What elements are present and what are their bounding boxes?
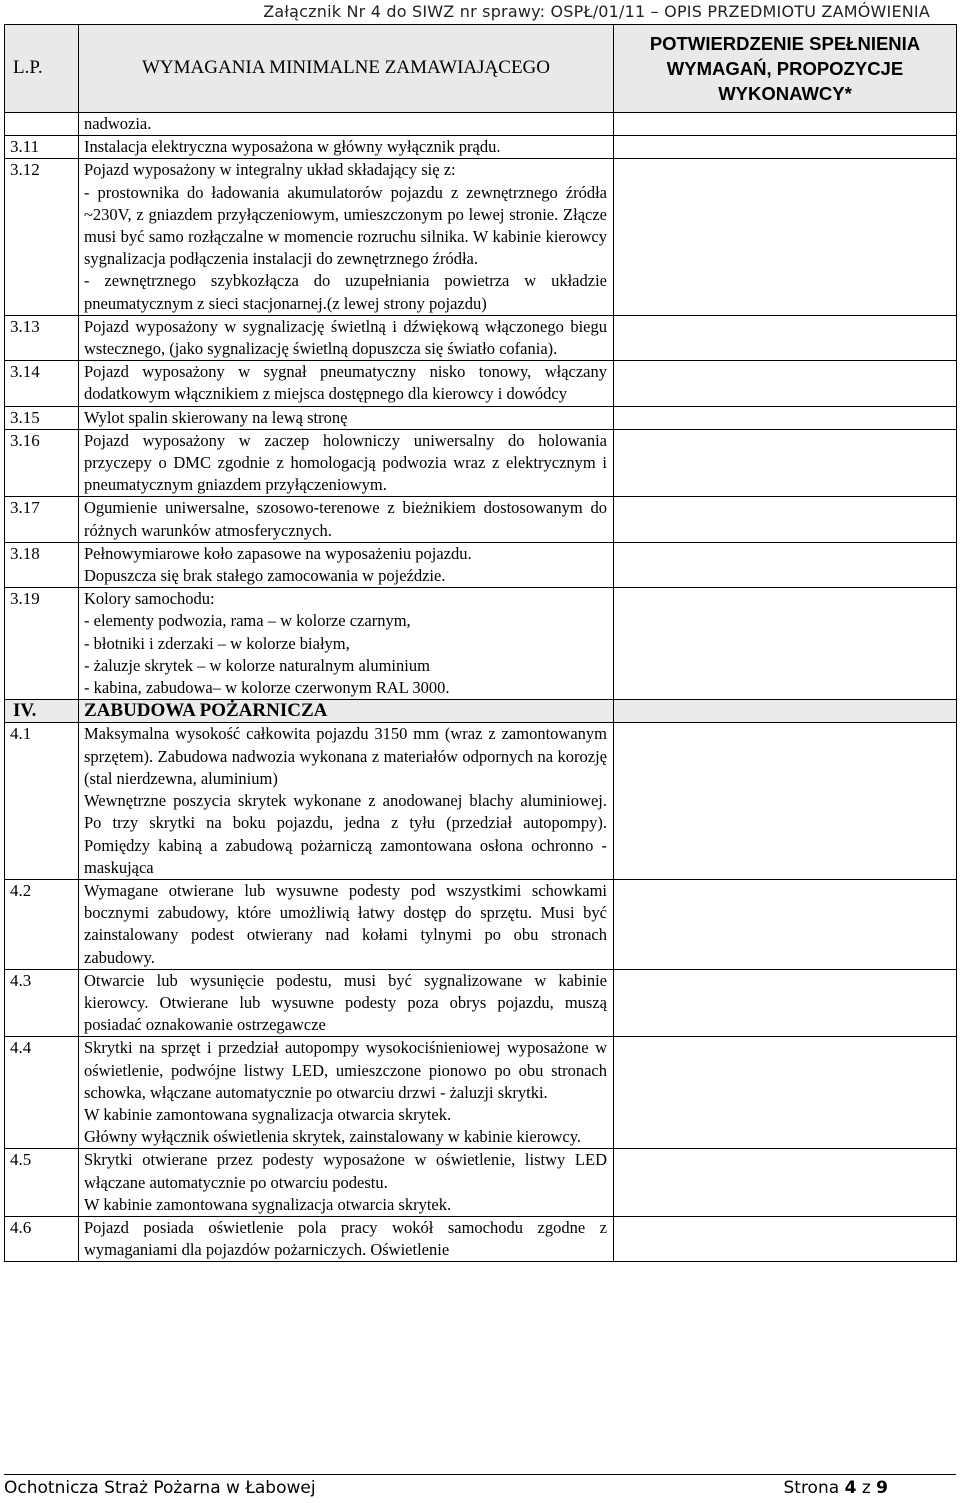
table-row: [5, 1149, 957, 1217]
column-header-lp: L.P.: [5, 25, 79, 113]
requirement-line: W kabinie zamontowana sygnalizacja otwarcia skrytek.: [84, 1194, 452, 1214]
requirement-text: [79, 1216, 614, 1261]
row-number: 4.2: [5, 879, 79, 969]
requirement-line: Wymagane otwierane lub wysuwne podesty pod wszystkimi schowkami bocznymi zabudowy, które umożliwią łatwy dostęp do sprzętu. Musi być zainstalowany podest otwierany nad kołami tylnymi po obu stronach zabudowy.: [84, 880, 607, 967]
page-number: [783, 1478, 888, 1498]
page-total: 9: [876, 1478, 888, 1498]
requirement-line: Instalacja elektryczna wyposażona w główny wyłącznik prądu.: [84, 137, 501, 157]
requirement-text: [79, 969, 614, 1037]
column-header-confirmation-line: WYMAGAŃ, PROPOZYCJE: [666, 58, 904, 79]
requirement-line: nadwozia.: [84, 114, 152, 133]
table-row: [5, 113, 957, 136]
requirement-line: Otwarcie lub wysunięcie podestu, musi być sygnalizowane w kabinie kierowcy. Otwierane lub wysuwne podesty poza obrys pojazdu, muszą posiadać oznakowanie ostrzegawcze: [84, 970, 607, 1035]
table-row: [5, 588, 957, 700]
table-row: [5, 1216, 957, 1261]
requirement-text: [79, 113, 614, 136]
table-row: [5, 542, 957, 587]
row-number: 3.13: [5, 315, 79, 360]
section-row: [5, 700, 957, 723]
row-number: IV.: [5, 700, 79, 723]
requirement-line: Kolory samochodu:: [84, 589, 215, 609]
confirmation-cell[interactable]: [614, 723, 957, 879]
row-number: 3.12: [5, 159, 79, 315]
requirement-line: - zewnętrznego szybkozłącza do uzupełniania powietrza w układzie pneumatycznym z sieci stacjonarnej.(z lewej strony pojazdu): [84, 271, 607, 313]
requirement-line: - elementy podwozia, rama – w kolorze czarnym,: [84, 611, 411, 631]
confirmation-cell[interactable]: [614, 1149, 957, 1217]
requirement-text: [79, 588, 614, 700]
requirement-line: Wewnętrzne poszycia skrytek wykonane z anodowanej blachy aluminiowej. Po trzy skrytki na boku pojazdu, jedna z tyłu (przedział autopompy). Pomiędzy kabiną a zabudową pożarniczą zamontowana osłona ochronno -maskująca: [84, 791, 607, 877]
requirement-text: [79, 497, 614, 542]
requirement-line: W kabinie zamontowana sygnalizacja otwarcia skrytek.: [84, 1104, 452, 1124]
table-row: [5, 315, 957, 360]
row-number: 4.5: [5, 1149, 79, 1217]
requirement-text: [79, 542, 614, 587]
requirement-line: Pojazd wyposażony w sygnał pneumatyczny nisko tonowy, włączany dodatkowym włącznikiem z miejsca dostępnego dla kierowcy i dowódcy: [84, 362, 607, 404]
document-header: Załącznik Nr 4 do SIWZ nr sprawy: OSPŁ/01/11 – OPIS PRZEDMIOTU ZAMÓWIENIA: [263, 2, 930, 21]
requirement-text: [79, 315, 614, 360]
requirement-line: Skrytki na sprzęt i przedział autopompy wysokociśnieniowej wyposażone w oświetlenie, podwójne listwy LED, umieszczone pionowo po obu stronach schowka, włączane automatycznie po otwarciu drzwi - żaluzji skrytki.: [84, 1038, 607, 1102]
requirement-line: Wylot spalin skierowany na lewą stronę: [84, 407, 348, 427]
column-header-confirmation-line: WYKONAWCY*: [718, 83, 852, 104]
requirement-line: - żaluzje skrytek – w kolorze naturalnym aluminium: [84, 655, 430, 675]
table-row: [5, 361, 957, 406]
row-number: 4.1: [5, 723, 79, 879]
confirmation-cell[interactable]: [614, 361, 957, 406]
table-row: [5, 406, 957, 429]
column-header-confirmation-line: POTWIERDZENIE SPEŁNIENIA: [649, 33, 921, 54]
requirement-line: - prostownika do ładowania akumulatorów pojazdu z zewnętrznego źródła ~230V, z gniazdem przyłączeniowym, umieszczonym po lewej stronie. Złącze musi być samo rozłączalne w momencie rozruchu silnika. W kabinie kierowcy sygnalizacja podłączenia instalacji do zewnętrznego źródła.: [84, 182, 607, 269]
confirmation-cell[interactable]: [614, 542, 957, 587]
requirement-text: [79, 1149, 614, 1217]
table-row: [5, 969, 957, 1037]
row-number: 3.11: [5, 136, 79, 159]
footer-organization: Ochotnicza Straż Pożarna w Łabowej: [4, 1478, 316, 1498]
footer-divider: [4, 1474, 956, 1475]
column-header-confirmation: [614, 25, 957, 113]
confirmation-cell[interactable]: [614, 1216, 957, 1261]
requirement-text: [79, 1037, 614, 1149]
confirmation-cell[interactable]: [614, 159, 957, 315]
confirmation-cell[interactable]: [614, 700, 957, 723]
table-row: [5, 1037, 957, 1149]
page-separator: z: [861, 1478, 871, 1498]
requirements-table: [4, 24, 957, 1262]
table-row: [5, 497, 957, 542]
table-row: [5, 136, 957, 159]
requirement-text: [79, 429, 614, 497]
requirement-line: Maksymalna wysokość całkowita pojazdu 3150 mm (wraz z zamontowanym sprzętem). Zabudowa nadwozia wykonana z materiałów odpornych na korozję (stal nierdzewna, aluminium): [84, 724, 607, 788]
confirmation-cell[interactable]: [614, 136, 957, 159]
requirement-text: [79, 136, 614, 159]
section-title: [79, 700, 614, 723]
row-number: [5, 113, 79, 136]
row-number: 4.6: [5, 1216, 79, 1261]
requirement-text: [79, 159, 614, 315]
table-body: [5, 113, 957, 1262]
table-header-row: [5, 25, 957, 113]
requirement-line: Pojazd wyposażony w integralny układ składający się z:: [84, 160, 456, 180]
requirement-line: - kabina, zabudowa– w kolorze czerwonym RAL 3000.: [84, 678, 450, 698]
requirement-line: Główny wyłącznik oświetlenia skrytek, zainstalowany w kabinie kierowcy.: [84, 1127, 581, 1147]
requirement-line: Skrytki otwierane przez podesty wyposażone w oświetlenie, listwy LED włączane automatycznie po otwarciu podestu.: [84, 1150, 607, 1192]
requirement-text: [79, 361, 614, 406]
confirmation-cell[interactable]: [614, 406, 957, 429]
confirmation-cell[interactable]: [614, 879, 957, 969]
confirmation-cell[interactable]: [614, 315, 957, 360]
page-label: Strona: [783, 1478, 840, 1498]
row-number: 4.4: [5, 1037, 79, 1149]
requirement-text: [79, 879, 614, 969]
column-header-requirements: WYMAGANIA MINIMALNE ZAMAWIAJĄCEGO: [79, 25, 614, 113]
confirmation-cell[interactable]: [614, 497, 957, 542]
confirmation-cell[interactable]: [614, 588, 957, 700]
confirmation-cell[interactable]: [614, 429, 957, 497]
requirement-line: Dopuszcza się brak stałego zamocowania w pojeździe.: [84, 566, 446, 586]
row-number: 3.14: [5, 361, 79, 406]
row-number: 3.18: [5, 542, 79, 587]
confirmation-cell[interactable]: [614, 113, 957, 136]
confirmation-cell[interactable]: [614, 969, 957, 1037]
table-row: [5, 429, 957, 497]
row-number: 3.16: [5, 429, 79, 497]
requirement-line: Pełnowymiarowe koło zapasowe na wyposażeniu pojazdu.: [84, 543, 472, 563]
requirement-text: [79, 406, 614, 429]
table-row: [5, 723, 957, 879]
requirement-line: Pojazd posiada oświetlenie pola pracy wokół samochodu zgodne z wymaganiami dla pojazdów pożarniczych. Oświetlenie: [84, 1217, 607, 1260]
requirement-line: ZABUDOWA POŻARNICZA: [84, 700, 328, 722]
requirement-text: [79, 723, 614, 879]
table-row: [5, 159, 957, 315]
table-row: [5, 879, 957, 969]
page-current: 4: [844, 1478, 857, 1498]
row-number: 4.3: [5, 969, 79, 1037]
row-number: 3.19: [5, 588, 79, 700]
requirement-line: Pojazd wyposażony w sygnalizację świetlną i dźwiękową włączonego biegu wstecznego, (jako sygnalizację świetlną dopuszcza się światło cofania).: [84, 316, 607, 359]
requirement-line: - błotniki i zderzaki – w kolorze białym,: [84, 633, 350, 653]
row-number: 3.17: [5, 497, 79, 542]
requirement-line: Pojazd wyposażony w zaczep holowniczy uniwersalny do holowania przyczepy o DMC zgodnie z homologacją podwozia wraz z elektrycznym i pneumatycznym gniazdem przyłączeniowym.: [84, 430, 607, 495]
requirement-line: Ogumienie uniwersalne, szosowo-terenowe z bieżnikiem dostosowanym do różnych warunków atmosferycznych.: [84, 498, 607, 540]
row-number: 3.15: [5, 406, 79, 429]
confirmation-cell[interactable]: [614, 1037, 957, 1149]
